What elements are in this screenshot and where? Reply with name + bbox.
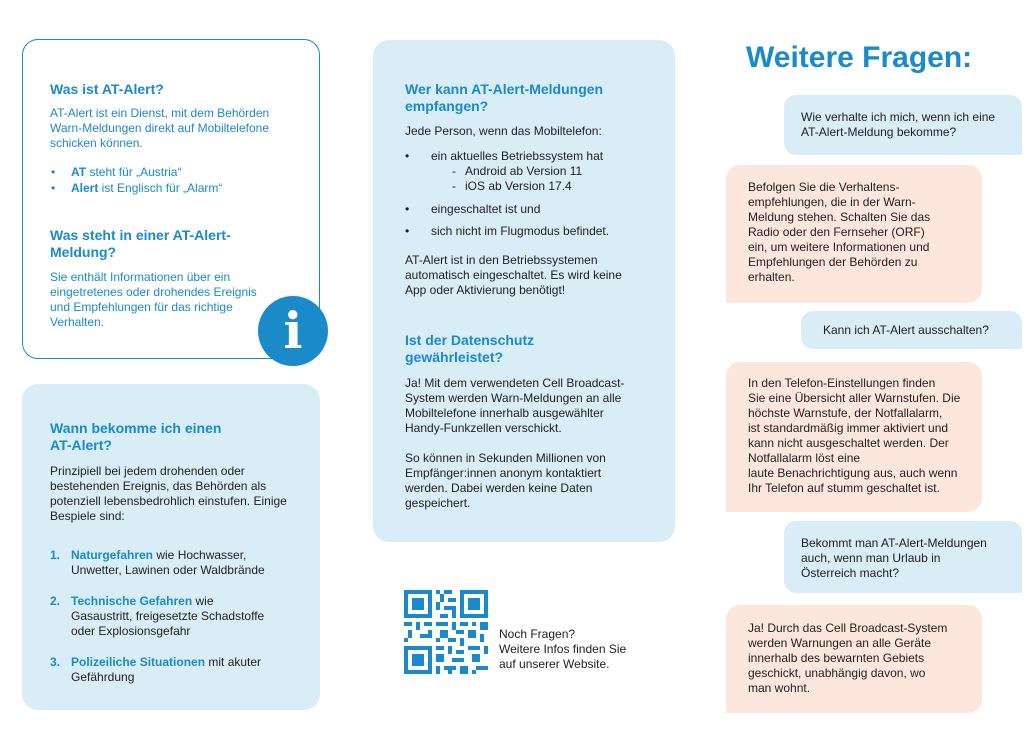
who-receives-heading	[405, 81, 603, 115]
when-alert-text	[50, 464, 287, 524]
text-line: bestehenden Ereignis, das Behörden als	[50, 479, 267, 493]
text-line: AT-Alert ist ein Dienst, mit dem Behörden	[50, 106, 270, 120]
heading-line: AT-Alert?	[50, 437, 112, 453]
text-line: Radio oder den Fernseher (ORF)	[748, 225, 925, 239]
when-alert-heading	[50, 420, 221, 454]
item-text: mit akuter	[205, 655, 262, 669]
who-receives-intro: Jede Person, wenn das Mobiltelefon:	[405, 124, 602, 138]
item-text: wie	[192, 594, 214, 608]
text-line: eingetretenes oder drohendes Ereignis	[50, 285, 257, 299]
text-line: Befolgen Sie die Verhaltens-	[748, 180, 900, 194]
heading-line: empfangen?	[405, 98, 489, 114]
text-line: laute Benachrichtigung aus, auch wenn	[748, 466, 958, 480]
text-line: Österreich macht?	[801, 566, 900, 580]
text-line: Ihr Telefon auf stumm geschaltet ist.	[748, 481, 940, 495]
text-line: Handy-Funkzellen verschickt.	[405, 421, 562, 435]
bullet-at	[71, 165, 181, 180]
item-text: oder Explosionsgefahr	[71, 624, 191, 638]
text-line: Weitere Infos finden Sie	[499, 642, 627, 656]
item-text: Gasaustritt, freigesetzte Schadstoffe	[71, 609, 265, 623]
text-line: Ja! Durch das Cell Broadcast-System	[748, 621, 948, 635]
list-number: 2.	[50, 594, 61, 608]
text-line: und Empfehlungen für das richtige	[50, 300, 233, 314]
item-text: Unwetter, Lawinen oder Waldbrände	[71, 563, 265, 577]
text-line: Bespiele sind:	[50, 509, 125, 523]
text-line: App oder Aktivierung benötigt!	[405, 283, 566, 297]
text-line: Sie enthält Informationen über ein	[50, 270, 231, 284]
bullet-bold: AT	[71, 165, 87, 179]
qr-code-icon[interactable]	[404, 590, 488, 674]
auto-enabled-text	[405, 253, 622, 298]
text-line: Mobiltelefone innerhalb ausgewählter	[405, 406, 604, 420]
text-line: Empfehlungen der Behörden zu	[748, 255, 918, 269]
bullet-bold: Alert	[71, 181, 99, 195]
heading-line: gewährleistet?	[405, 349, 504, 365]
heading-line: Was steht in einer AT-Alert-	[50, 227, 231, 243]
who-receives-card	[373, 40, 675, 542]
heading-line: Wann bekomme ich einen	[50, 420, 222, 436]
answer-bubble	[726, 362, 982, 512]
item-bold: Polizeiliche Situationen	[71, 655, 206, 669]
when-alert-card	[22, 384, 320, 710]
heading-line: Wer kann AT-Alert-Meldungen	[405, 81, 604, 97]
text-line: ein, um weitere Informationen und	[748, 240, 930, 254]
text-line: Notfallalarm löst eine	[748, 451, 861, 465]
list-number: 1.	[50, 548, 61, 562]
text-line: auch, wenn man Urlaub in	[801, 551, 941, 565]
question-bubble	[801, 311, 1022, 349]
text-line: Sie eine Übersicht aller Warnstufen. Die	[748, 391, 961, 405]
item-bold: Technische Gefahren	[71, 594, 193, 608]
text-line: innerhalb des bewarnten Gebiets	[748, 651, 925, 665]
text-line: System werden Warn-Meldungen an alle	[405, 391, 622, 405]
text-line: automatisch eingeschaltet. Es wird keine	[405, 268, 622, 282]
what-contains-text	[50, 270, 257, 330]
text-line: empfehlungen, die in der Warn-	[748, 195, 916, 209]
item-text: Gefährdung	[71, 670, 135, 684]
bullet-alert	[71, 181, 222, 196]
text-line: werden Warnungen an alle Geräte	[748, 636, 931, 650]
answer-bubble	[726, 165, 982, 303]
text-line: Empfänger:innen anonym kontaktiert	[405, 466, 602, 480]
text-line: geschickt, unabhängig davon, wo	[748, 666, 926, 680]
privacy-text-1	[405, 376, 624, 436]
text-line: auf unserer Website.	[499, 657, 610, 671]
text-line: Verhalten.	[50, 315, 105, 329]
text-line: höchste Warnstufe, der Notfallalarm,	[748, 406, 943, 420]
bullet-text: ist Englisch für „Alarm“	[98, 181, 223, 195]
text-line: AT-Alert ist in den Betriebssystemen	[405, 253, 598, 267]
text-line: ist standardmäßig immer aktiviert und	[748, 421, 949, 435]
privacy-heading	[405, 332, 534, 366]
text-line: Bekommt man AT-Alert-Meldungen	[801, 536, 987, 550]
text-line: Meldung stehen. Schalten Sie das	[748, 210, 931, 224]
list-item-natural-hazards	[71, 548, 265, 578]
what-is-at-alert-text	[50, 106, 269, 151]
text-line: Noch Fragen?	[499, 627, 576, 641]
text-line: In den Telefon-Einstellungen finden	[748, 376, 936, 390]
text-line: erhalten.	[748, 270, 795, 284]
bullet-on: • eingeschaltet ist und	[431, 202, 540, 217]
sub-ios: - iOS ab Version 17.4	[465, 179, 572, 194]
page-title: Weitere Fragen:	[746, 41, 973, 74]
bullet-flightmode: • sich nicht im Flugmodus befindet.	[431, 224, 609, 239]
text-line: Warn-Meldungen direkt auf Mobiltelefone	[50, 121, 270, 135]
question-bubble	[784, 521, 1022, 593]
text-line: gespeichert.	[405, 496, 471, 510]
heading-line: Meldung?	[50, 244, 117, 260]
question-bubble	[784, 95, 1022, 155]
heading-line: Ist der Datenschutz	[405, 332, 535, 348]
privacy-text-2	[405, 451, 606, 511]
text-line: potenziell lebensbedrohlich einstufen. Einige	[50, 494, 287, 508]
sub-android: - Android ab Version 11	[465, 164, 582, 179]
text-line: AT-Alert-Meldung bekomme?	[801, 125, 957, 139]
text-line: kann nicht ausgeschaltet werden. Der	[748, 436, 949, 450]
qr-caption	[499, 627, 626, 672]
text-line: Wie verhalte ich mich, wenn ich eine	[801, 110, 996, 124]
list-item-police	[71, 655, 261, 685]
item-bold: Naturgefahren	[71, 548, 154, 562]
text-line: schicken können.	[50, 136, 143, 150]
text-line: Prinzipiell bei jedem drohenden oder	[50, 464, 245, 478]
text-line: Kann ich AT-Alert ausschalten?	[823, 323, 989, 337]
text-line: werden. Dabei werden keine Daten	[405, 481, 593, 495]
item-text: wie Hochwasser,	[153, 548, 247, 562]
what-contains-heading	[50, 227, 231, 261]
bullet-text: steht für „Austria“	[86, 165, 182, 179]
text-line: So können in Sekunden Millionen von	[405, 451, 606, 465]
info-icon: i	[258, 296, 328, 366]
bullet-os: • ein aktuelles Betriebssystem hat	[431, 149, 603, 164]
what-is-at-alert-heading: Was ist AT-Alert?	[50, 81, 164, 97]
text-line: Ja! Mit dem verwendeten Cell Broadcast-	[405, 376, 625, 390]
text-line: man wohnt.	[748, 681, 811, 695]
answer-bubble	[726, 605, 982, 713]
list-item-technical-hazards	[71, 594, 264, 639]
list-number: 3.	[50, 655, 61, 669]
